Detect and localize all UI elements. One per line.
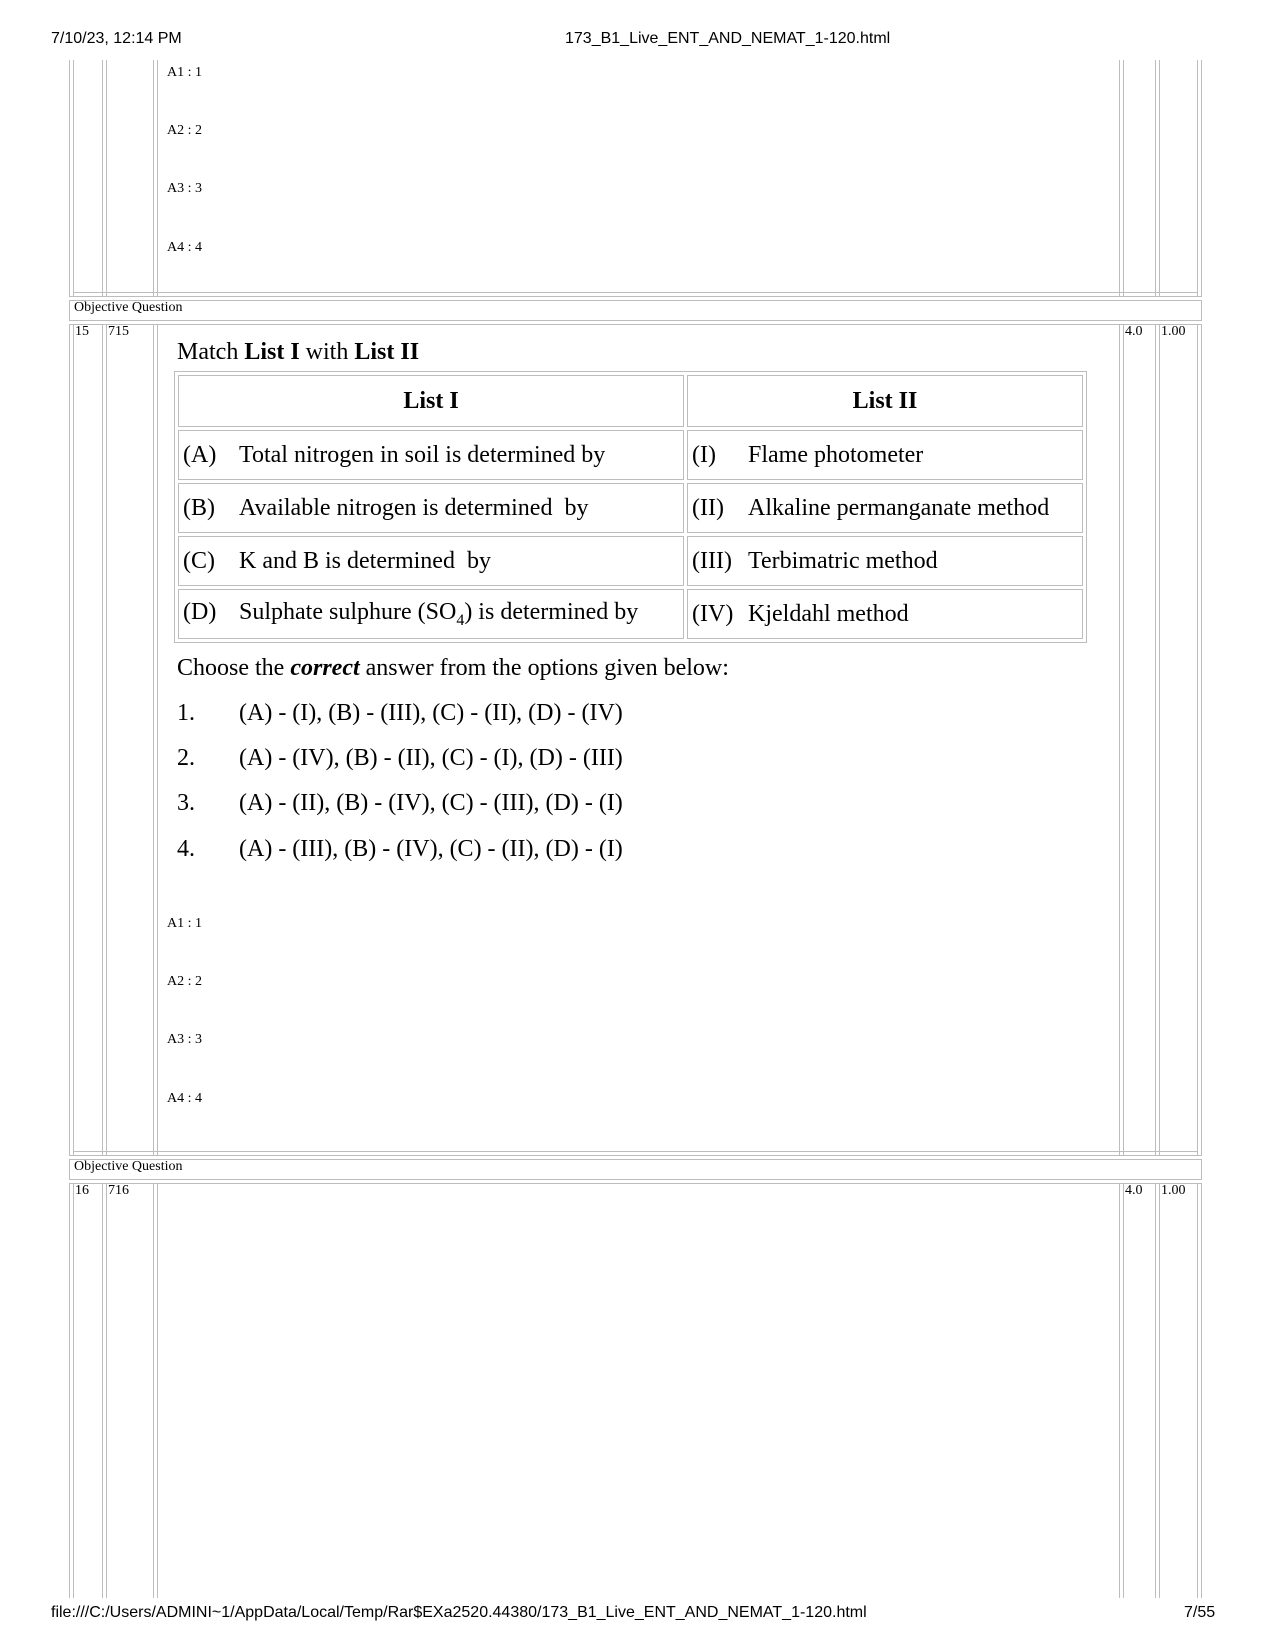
- option-text: (A) - (IV), (B) - (II), (C) - (I), (D) - (III): [239, 745, 623, 771]
- table-row: [178, 536, 1083, 586]
- question-type-label: Objective Question: [74, 300, 183, 315]
- row-text: Sulphate sulphure $(SO_4)$ is determined by: [239, 598, 639, 629]
- option-number: 4.: [177, 836, 195, 862]
- row-label: (II): [692, 494, 724, 521]
- answer-option: A3 : 3: [167, 1032, 202, 1047]
- row-text: Total nitrogen in soil is determined by: [239, 441, 606, 468]
- question-negative-marks: 1.00: [1161, 324, 1186, 339]
- match-list-table: [174, 371, 1087, 643]
- answer-option: A1 : 1: [167, 916, 202, 931]
- question-type-label: Objective Question: [74, 1159, 183, 1174]
- question-id: 716: [108, 1183, 129, 1198]
- row-text: Available nitrogen is determined by: [239, 494, 589, 521]
- row-text: Alkaline permanganate method: [748, 494, 1050, 521]
- print-page-title: 173_B1_Live_ENT_AND_NEMAT_1-120.html: [565, 30, 891, 47]
- answer-option: A4 : 4: [167, 1091, 202, 1106]
- option-text: (A) - (II), (B) - (IV), (C) - (III), (D) - (I): [239, 790, 623, 816]
- option-number: 2.: [177, 745, 195, 771]
- row-text: Terbimatric method: [748, 547, 938, 574]
- question-negative-marks: 1.00: [1161, 1183, 1186, 1198]
- table-row: [178, 430, 1083, 480]
- answer-option: A1 : 1: [167, 65, 202, 80]
- answer-option: A3 : 3: [167, 181, 202, 196]
- row-label: (A): [183, 441, 217, 468]
- question-intro: Match List I with List II: [177, 339, 420, 365]
- print-file-path: file:///C:/Users/ADMINI~1/AppData/Local/Temp/Rar$EXa2520.44380/173_B1_Live_ENT_AND_NEMAT_1-120.html: [51, 1604, 867, 1621]
- question-marks: 4.0: [1125, 324, 1143, 339]
- row-label: (C): [183, 547, 215, 574]
- question-marks: 4.0: [1125, 1183, 1143, 1198]
- row-label: (III): [692, 547, 732, 574]
- question-number: 16: [75, 1183, 89, 1198]
- row-text: K and B is determined by: [239, 547, 491, 574]
- print-page-number: 7/55: [1184, 1604, 1216, 1621]
- row-label: (IV): [692, 600, 734, 627]
- answer-option: A2 : 2: [167, 123, 202, 138]
- choose-instruction: Choose the correct answer from the options given below:: [177, 655, 729, 681]
- table-row: [178, 589, 1083, 639]
- option-number: 3.: [177, 790, 195, 816]
- row-label: (B): [183, 494, 215, 521]
- answer-option: A2 : 2: [167, 974, 202, 989]
- row-label: (I): [692, 441, 716, 468]
- option-text: (A) - (III), (B) - (IV), (C) - (II), (D) - (I): [239, 836, 623, 862]
- row-text: Kjeldahl method: [748, 600, 909, 627]
- option-number: 1.: [177, 700, 195, 726]
- question-id: 715: [108, 324, 129, 339]
- option-text: (A) - (I), (B) - (III), (C) - (II), (D) - (IV): [239, 700, 623, 726]
- list2-header: List II: [687, 375, 1083, 427]
- answer-option: A4 : 4: [167, 240, 202, 255]
- list1-header: List I: [178, 375, 684, 427]
- row-label: (D): [183, 598, 217, 625]
- question-number: 15: [75, 324, 89, 339]
- print-datetime: 7/10/23, 12:14 PM: [51, 30, 182, 47]
- row-text: Flame photometer: [748, 441, 924, 468]
- table-row: [178, 483, 1083, 533]
